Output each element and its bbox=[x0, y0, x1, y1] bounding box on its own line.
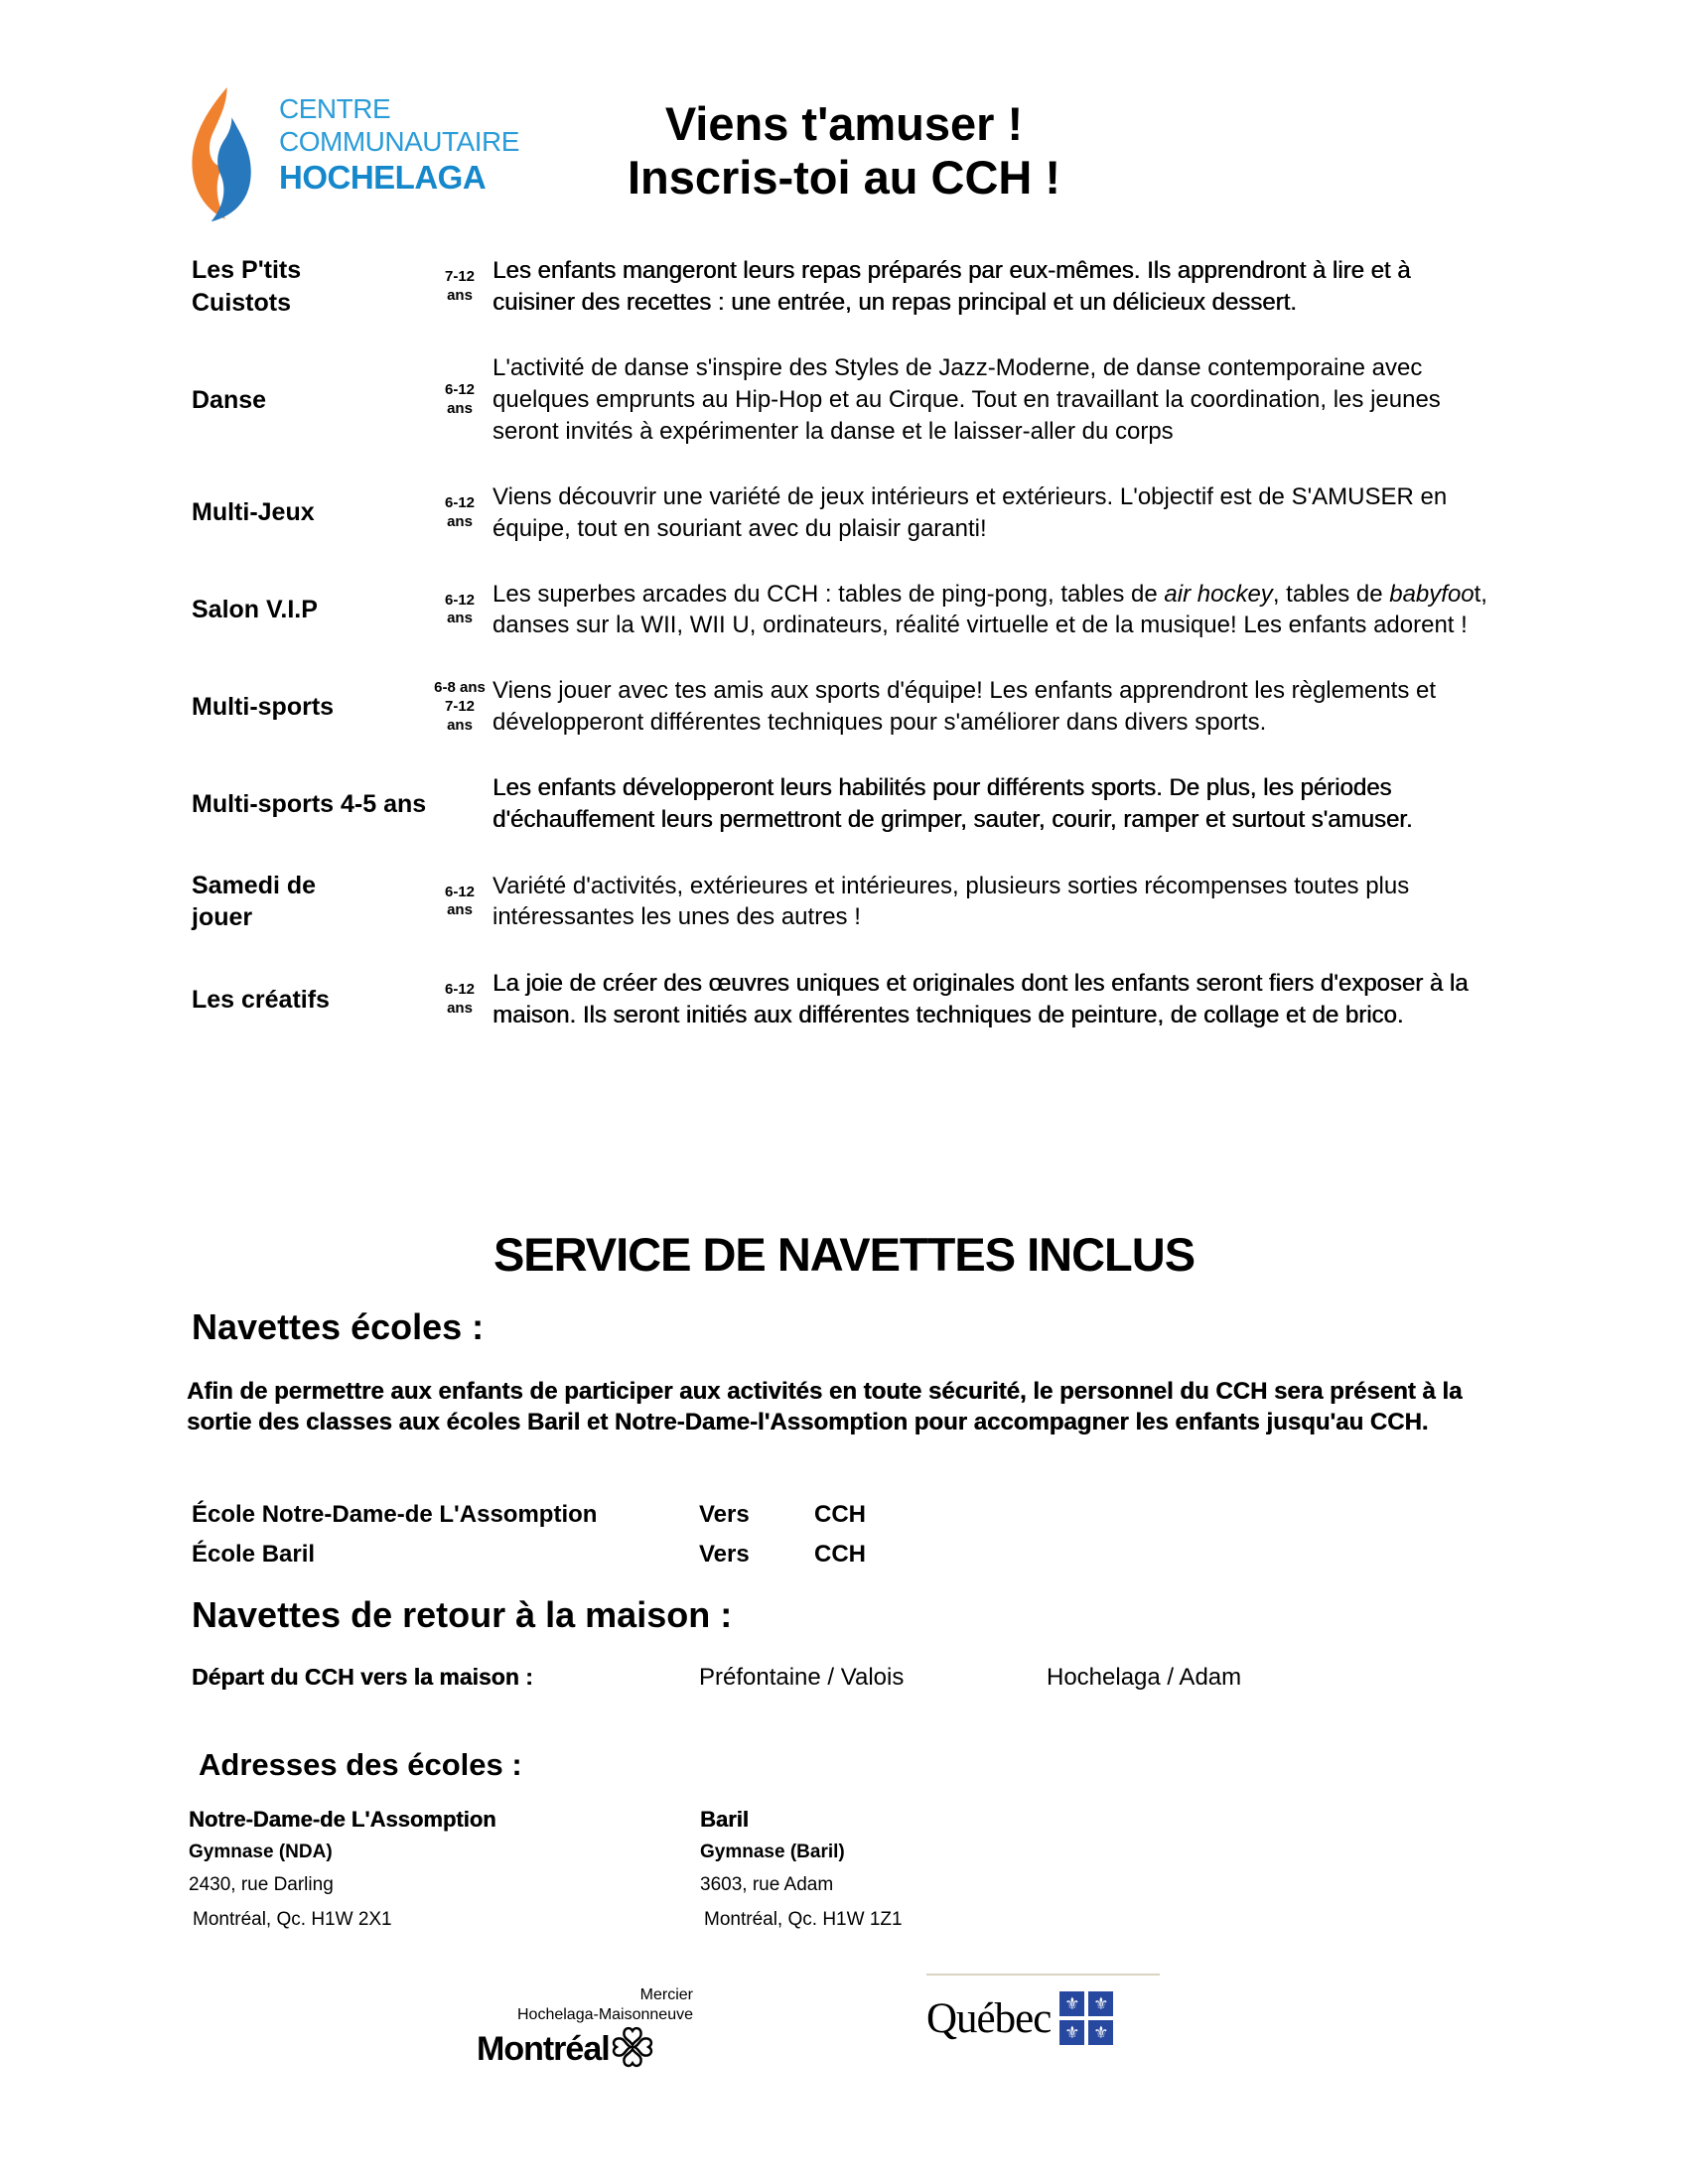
activity-description: L'activité de danse s'inspire des Styles de Jazz-Moderne, de danse contemporaine avec quelques emprunts au Hip-Hop et au Cirque. Tout en travaillant la coordination, les jeunes seront invités à expérimenter la danse et le laisser-aller du corps bbox=[492, 354, 1441, 445]
page-title-line2: Inscris-toi au CCH ! bbox=[627, 151, 1061, 205]
activity-name: Samedi de jouer bbox=[192, 871, 317, 932]
activity-name: Les P'tits Cuistots bbox=[192, 256, 302, 317]
school-city: Montréal, Qc. H1W 1Z1 bbox=[704, 1909, 903, 1930]
school-gym: Gymnase (NDA) bbox=[189, 1842, 333, 1862]
activity-age-range: 7-12 ans bbox=[444, 267, 476, 304]
page-title-line1: Viens t'amuser ! bbox=[664, 97, 1024, 150]
return-departure-label: Départ du CCH vers la maison : bbox=[192, 1664, 533, 1690]
return-stop: Hochelaga / Adam bbox=[1047, 1664, 1242, 1691]
org-name-line3: HOCHELAGA bbox=[279, 159, 487, 196]
page-title bbox=[0, 93, 1688, 205]
activity-row-les-ptits-cuistots bbox=[192, 254, 1487, 319]
activity-row-samedi-de-jouer bbox=[192, 870, 1487, 934]
activity-name: Multi-Jeux bbox=[192, 498, 315, 527]
addresses-columns bbox=[189, 1807, 1281, 1931]
school-street: 3603, rue Adam bbox=[700, 1874, 834, 1895]
fleur-de-lis-icon: ⚜ bbox=[1059, 2020, 1084, 2045]
quebec-flag-icon bbox=[1059, 1991, 1113, 2045]
activity-name: Les créatifs bbox=[192, 985, 330, 1014]
school-name: Baril bbox=[700, 1807, 749, 1832]
route-destination: CCH bbox=[814, 1541, 866, 1568]
shuttle-routes-table bbox=[192, 1501, 866, 1580]
activity-description: Viens jouer avec tes amis aux sports d'équipe! Les enfants apprendront les règlements et développeront différentes techniques pour s'améliorer dans divers sports. bbox=[492, 677, 1437, 737]
activity-row-salon-vip bbox=[192, 579, 1487, 642]
activity-row-les-creatifs bbox=[192, 968, 1487, 1031]
fleur-de-lis-icon: ⚜ bbox=[1059, 1991, 1084, 2016]
activity-age-range: 6-8 ans 7-12 ans bbox=[434, 679, 486, 734]
activity-age-range: 6-12 ans bbox=[444, 883, 476, 919]
route-direction: Vers bbox=[699, 1541, 750, 1568]
address-card-baril bbox=[700, 1807, 1211, 1931]
shuttle-schools-heading: Navettes écoles : bbox=[192, 1306, 485, 1347]
address-card-nda bbox=[189, 1807, 700, 1931]
route-school: École Baril bbox=[192, 1541, 316, 1568]
activity-row-danse bbox=[192, 352, 1487, 448]
montreal-rosette-icon bbox=[612, 2026, 653, 2073]
org-name-line1: CENTRE bbox=[279, 93, 391, 124]
activity-age-range: 6-12 ans bbox=[444, 981, 476, 1017]
activity-age-range: 6-12 ans bbox=[444, 493, 476, 530]
fleur-de-lis-icon: ⚜ bbox=[1088, 1991, 1113, 2016]
route-school: École Notre-Dame-de L'Assomption bbox=[192, 1501, 598, 1528]
montreal-wordmark: Montréal bbox=[477, 2030, 610, 2068]
school-city: Montréal, Qc. H1W 2X1 bbox=[193, 1909, 392, 1930]
activities-table bbox=[192, 254, 1487, 1065]
shuttle-route-row bbox=[192, 1501, 866, 1529]
org-name-line2: COMMUNAUTAIRE bbox=[279, 126, 519, 157]
activity-age-range: 6-12 ans bbox=[444, 591, 476, 627]
shuttle-return-heading: Navettes de retour à la maison : bbox=[192, 1594, 733, 1635]
activity-row-multi-sports-4-5 bbox=[192, 772, 1487, 836]
montreal-logo bbox=[477, 1985, 740, 2073]
montreal-borough-line1: Mercier bbox=[639, 1986, 693, 2003]
school-gym: Gymnase (Baril) bbox=[700, 1842, 845, 1862]
route-destination: CCH bbox=[814, 1501, 866, 1528]
activity-description: La joie de créer des œuvres uniques et originales dont les enfants seront fiers d'exposer à la maison. Ils seront initiés aux différentes techniques de peinture, de collage et de brico. bbox=[492, 969, 1469, 1028]
activity-description: Les superbes arcades du CCH : tables de ping-pong, tables de air hockey, tables de babyfoot, danses sur la WII, WII U, ordinateurs, réalité virtuelle et de la musique! Les enfants adorent ! bbox=[492, 580, 1487, 639]
addresses-heading: Adresses des écoles : bbox=[199, 1747, 522, 1782]
activity-description: Les enfants mangeront leurs repas préparés par eux-mêmes. Ils apprendront à lire et à cuisiner des recettes : une entrée, un repas principal et un délicieux dessert. bbox=[492, 256, 1411, 316]
activity-name: Multi-sports 4-5 ans bbox=[192, 789, 427, 818]
return-stop: Préfontaine / Valois bbox=[699, 1664, 905, 1691]
shuttle-route-row bbox=[192, 1541, 866, 1569]
activity-name: Danse bbox=[192, 385, 267, 414]
activity-row-multi-sports bbox=[192, 675, 1487, 739]
activity-description: Variété d'activités, extérieures et intérieures, plusieurs sorties récompenses toutes plus intéressantes les unes des autres ! bbox=[492, 872, 1410, 931]
activity-name: Multi-sports bbox=[192, 693, 335, 721]
quebec-wordmark: Québec bbox=[926, 1994, 1052, 2042]
school-name: Notre-Dame-de L'Assomption bbox=[189, 1807, 496, 1832]
route-direction: Vers bbox=[699, 1501, 750, 1528]
shuttle-schools-paragraph: Afin de permettre aux enfants de participer aux activités en toute sécurité, le personnel du CCH sera présent à la sortie des classes aux écoles Baril et Notre-Dame-l'Assomption pour accompagner les enfants jusqu'au CCH. bbox=[187, 1378, 1463, 1436]
activity-name: Salon V.I.P bbox=[192, 596, 318, 624]
activity-description: Les enfants développeront leurs habilités pour différents sports. De plus, les périodes d'échauffement leurs permettront de grimper, sauter, courir, ramper et surtout s'amuser. bbox=[492, 774, 1413, 834]
activity-row-multi-jeux bbox=[192, 481, 1487, 545]
shuttle-section-title: SERVICE DE NAVETTES INCLUS bbox=[492, 1228, 1196, 1281]
activity-age-range: 6-12 ans bbox=[444, 381, 476, 417]
montreal-borough-line2: Hochelaga-Maisonneuve bbox=[517, 2006, 693, 2023]
quebec-logo bbox=[926, 1974, 1160, 2045]
fleur-de-lis-icon: ⚜ bbox=[1088, 2020, 1113, 2045]
activity-description: Viens découvrir une variété de jeux intérieurs et extérieurs. L'objectif est de S'AMUSER en équipe, tout en souriant avec du plaisir garanti! bbox=[492, 482, 1448, 542]
school-street: 2430, rue Darling bbox=[189, 1874, 334, 1895]
